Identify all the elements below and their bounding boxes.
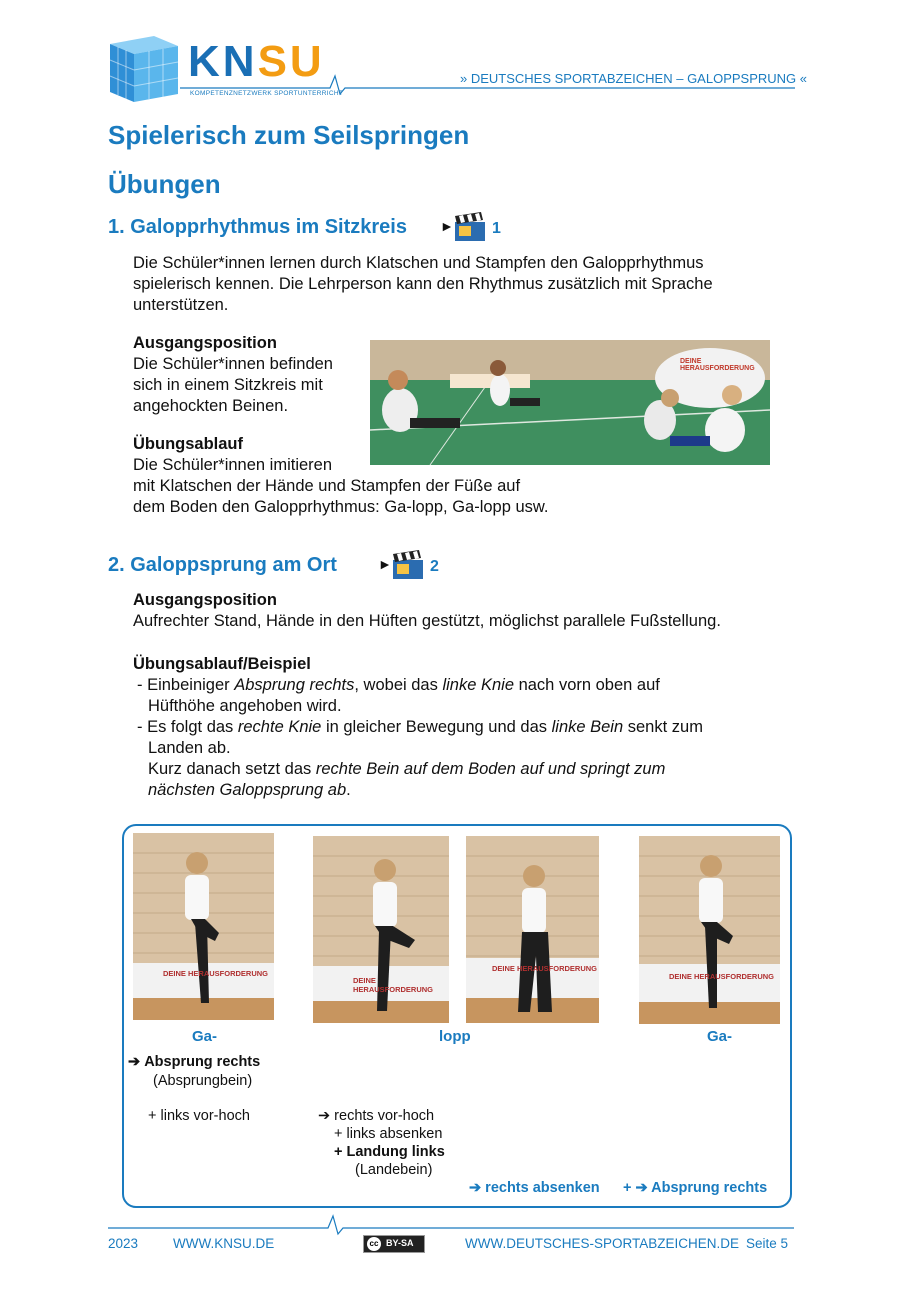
- page-title: Spielerisch zum Seilspringen: [108, 120, 470, 150]
- text-line: Hüfthöhe angehoben wird.: [148, 697, 342, 715]
- photo-step-1: [133, 833, 274, 1020]
- photo-step-3: [466, 836, 599, 1023]
- play-icon: ►: [378, 556, 392, 572]
- subheading: Ausgangsposition: [133, 591, 277, 609]
- subheading: Übungsablauf: [133, 435, 243, 453]
- plus-absprung-rechts: + ➔ Absprung rechts: [623, 1180, 768, 1196]
- subheading: Ausgangsposition: [133, 334, 277, 352]
- play-icon: ►: [440, 218, 454, 234]
- cc-icon: cc: [367, 1237, 381, 1251]
- text-line: sich in einem Sitzkreis mit: [133, 376, 323, 394]
- exercise2-flow: [133, 654, 833, 801]
- wall-banner-text: DEINE HERAUSFORDERUNG: [669, 972, 775, 981]
- video-clapper-icon: [453, 212, 487, 242]
- photo-sitting-circle: [370, 340, 770, 465]
- text-line: Die Schüler*innen imitieren: [133, 456, 333, 474]
- text-line: Die Schüler*innen befinden: [133, 355, 333, 373]
- bullet-3: Kurz danach setzt das rechte Bein auf dem Boden auf und springt zum: [148, 760, 666, 778]
- exercise1-heading: 1. Galopprhythmus im Sitzkreis: [108, 216, 407, 238]
- text-line: dem Boden den Galopprhythmus: Ga-lopp, Ga-lopp usw.: [133, 498, 549, 516]
- wall-banner-text: DEINE HERAUSFORDERUNG: [163, 969, 269, 978]
- absprungbein: (Absprungbein): [153, 1073, 253, 1089]
- logo-wordmark: KNSU: [188, 37, 325, 86]
- logo-subtitle: KOMPETENZNETZWERK SPORTUNTERRICHT: [190, 90, 344, 97]
- text-line: mit Klatschen der Hände und Stampfen der Füße auf: [133, 477, 521, 495]
- text-line: Landen ab.: [148, 739, 231, 757]
- page-number: Seite 5: [746, 1236, 789, 1251]
- license-text: BY-SA: [386, 1238, 414, 1248]
- exercise1-start: [133, 333, 333, 417]
- wall-banner-text: DEINE HERAUSFORDERUNG: [492, 964, 598, 973]
- landung-links: + Landung links: [334, 1144, 445, 1160]
- banner-text: DEINE HERAUSFORDERUNG: [680, 358, 755, 372]
- text-line: Aufrechter Stand, Hände in den Hüften gestützt, möglichst parallele Fußstellung.: [133, 612, 721, 630]
- text-line: Die Schüler*innen lernen durch Klatschen und Stampfen den Galopprhythmus: [133, 254, 704, 272]
- doc-title: » DEUTSCHES SPORTABZEICHEN – GALOPPSPRUNG «: [460, 71, 807, 86]
- bullet-2: - Es folgt das rechte Knie in gleicher Bewegung und das linke Bein senkt zum: [137, 718, 703, 736]
- footer-year: 2023: [108, 1236, 139, 1251]
- cc-license-badge[interactable]: [363, 1235, 425, 1253]
- landebein: (Landebein): [355, 1162, 433, 1178]
- absprung-rechts: ➔ Absprung rechts: [128, 1054, 261, 1070]
- footer-link-sportabzeichen[interactable]: WWW.DEUTSCHES-SPORTABZEICHEN.DE: [465, 1236, 740, 1251]
- arrow-right-icon: ➔: [128, 1054, 141, 1070]
- rechts-vor-hoch: ➔ rechts vor-hoch: [318, 1108, 435, 1124]
- text-line: unterstützen.: [133, 296, 229, 314]
- bullet-1: - Einbeiniger Absprung rechts, wobei das linke Knie nach vorn oben auf: [137, 676, 660, 694]
- rechts-absenken: ➔ rechts absenken: [469, 1180, 600, 1196]
- knsu-cube-logo: [106, 32, 182, 104]
- text-line: spielerisch kennen. Die Lehrperson kann den Rhythmus zusätzlich mit Sprache: [133, 275, 713, 293]
- text-line: nächsten Galoppsprung ab.: [148, 781, 351, 799]
- subheading: Übungsablauf/Beispiel: [133, 655, 311, 673]
- footer-link-knsu[interactable]: WWW.KNSU.DE: [173, 1236, 275, 1251]
- footer-divider: [108, 1214, 794, 1236]
- exercise1-intro: [133, 253, 813, 316]
- exercise2-heading: 2. Galoppsprung am Ort: [108, 554, 337, 576]
- label-lopp: lopp: [439, 1028, 471, 1045]
- label-ga-2: Ga-: [707, 1028, 733, 1045]
- text-line: angehockten Beinen.: [133, 397, 289, 415]
- links-vor-hoch: + links vor-hoch: [148, 1108, 250, 1124]
- exercise2-start: [133, 590, 833, 632]
- photo-step-4: [639, 836, 780, 1024]
- links-absenken: + links absenken: [334, 1126, 443, 1142]
- label-ga-1: Ga-: [192, 1028, 218, 1045]
- video-number: 2: [430, 558, 439, 575]
- video-number: 1: [492, 220, 501, 237]
- section-title: Übungen: [108, 169, 221, 199]
- wall-banner-text: DEINE HERAUSFORDERUNG: [353, 976, 434, 994]
- photo-step-2: [313, 836, 449, 1023]
- video-clapper-icon: [391, 550, 425, 580]
